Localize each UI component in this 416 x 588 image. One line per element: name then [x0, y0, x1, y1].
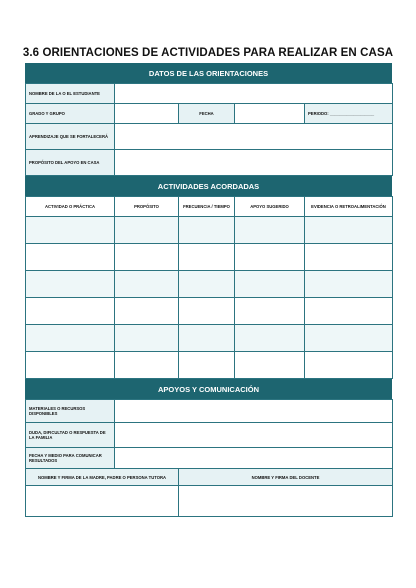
table-row — [26, 244, 393, 271]
table-cell[interactable] — [235, 352, 305, 379]
table-cell[interactable] — [26, 271, 115, 298]
table-cell[interactable] — [115, 298, 179, 325]
aprendizaje-field[interactable] — [115, 124, 393, 150]
fecha-label: FECHA — [179, 104, 235, 124]
firma-madre-field[interactable] — [26, 486, 179, 517]
proposito-apoyo-label: PROPÓSITO DEL APOYO EN CASA — [26, 150, 115, 176]
column-header: APOYO SUGERIDO — [235, 197, 305, 217]
table-cell[interactable] — [305, 271, 393, 298]
table-cell[interactable] — [179, 271, 235, 298]
column-header: FRECUENCIA / TIEMPO — [179, 197, 235, 217]
column-header: PROPÓSITO — [115, 197, 179, 217]
table-cell[interactable] — [305, 325, 393, 352]
table-cell[interactable] — [179, 298, 235, 325]
grado-grupo-label: GRADO Y GRUPO — [26, 104, 115, 124]
table-row — [26, 217, 393, 244]
page-title: 3.6 ORIENTACIONES DE ACTIVIDADES PARA REALIZAR EN CASA — [22, 47, 394, 59]
duda-familia-label: DUDA, DIFICULTAD O RESPUESTA DE LA FAMILIA — [26, 423, 115, 448]
fecha-medio-field[interactable] — [115, 448, 393, 469]
table-cell[interactable] — [235, 217, 305, 244]
table-cell[interactable] — [115, 325, 179, 352]
table-cell[interactable] — [26, 352, 115, 379]
table-cell[interactable] — [26, 244, 115, 271]
orientation-form — [25, 63, 392, 517]
table-row — [26, 325, 393, 352]
table-row — [26, 271, 393, 298]
section-header-actividades: ACTIVIDADES ACORDADAS — [25, 176, 392, 196]
datos-table — [25, 83, 393, 176]
table-cell[interactable] — [115, 271, 179, 298]
table-cell[interactable] — [305, 298, 393, 325]
fecha-field[interactable] — [235, 104, 305, 124]
nombre-estudiante-label: NOMBRE DE LA O EL ESTUDIANTE — [26, 84, 115, 104]
firma-docente-label: NOMBRE Y FIRMA DEL DOCENTE — [179, 469, 393, 486]
table-cell[interactable] — [235, 298, 305, 325]
apoyos-table — [25, 399, 393, 517]
column-header: ACTIVIDAD O PRÁCTICA — [26, 197, 115, 217]
table-cell[interactable] — [305, 217, 393, 244]
table-cell[interactable] — [179, 325, 235, 352]
table-cell[interactable] — [115, 352, 179, 379]
table-row — [26, 352, 393, 379]
proposito-apoyo-field[interactable] — [115, 150, 393, 176]
table-cell[interactable] — [179, 244, 235, 271]
nombre-estudiante-field[interactable] — [115, 84, 393, 104]
table-cell[interactable] — [305, 352, 393, 379]
aprendizaje-label: APRENDIZAJE QUE SE FORTALECERÁ — [26, 124, 115, 150]
fecha-medio-label: FECHA Y MEDIO PARA COMUNICAR RESULTADOS — [26, 448, 115, 469]
firma-madre-label: NOMBRE Y FIRMA DE LA MADRE, PADRE O PERSONA TUTORA — [26, 469, 179, 486]
table-cell[interactable] — [235, 244, 305, 271]
actividades-table — [25, 196, 393, 379]
table-cell[interactable] — [26, 325, 115, 352]
table-cell[interactable] — [26, 298, 115, 325]
table-cell[interactable] — [179, 352, 235, 379]
table-cell[interactable] — [235, 325, 305, 352]
table-cell[interactable] — [179, 217, 235, 244]
table-cell[interactable] — [26, 217, 115, 244]
firma-docente-field[interactable] — [179, 486, 393, 517]
section-header-datos: DATOS DE LAS ORIENTACIONES — [25, 63, 392, 83]
periodo-field[interactable]: PERIODO: ___________________ — [305, 104, 393, 124]
grado-grupo-field[interactable] — [115, 104, 179, 124]
table-cell[interactable] — [235, 271, 305, 298]
materiales-label: MATERIALES O RECURSOS DISPONIBLES — [26, 400, 115, 423]
table-cell[interactable] — [115, 217, 179, 244]
section-header-apoyos: APOYOS Y COMUNICACIÓN — [25, 379, 392, 399]
table-row — [26, 298, 393, 325]
duda-familia-field[interactable] — [115, 423, 393, 448]
table-cell[interactable] — [115, 244, 179, 271]
materiales-field[interactable] — [115, 400, 393, 423]
table-cell[interactable] — [305, 244, 393, 271]
column-header: EVIDENCIA O RETROALIMENTACIÓN — [305, 197, 393, 217]
